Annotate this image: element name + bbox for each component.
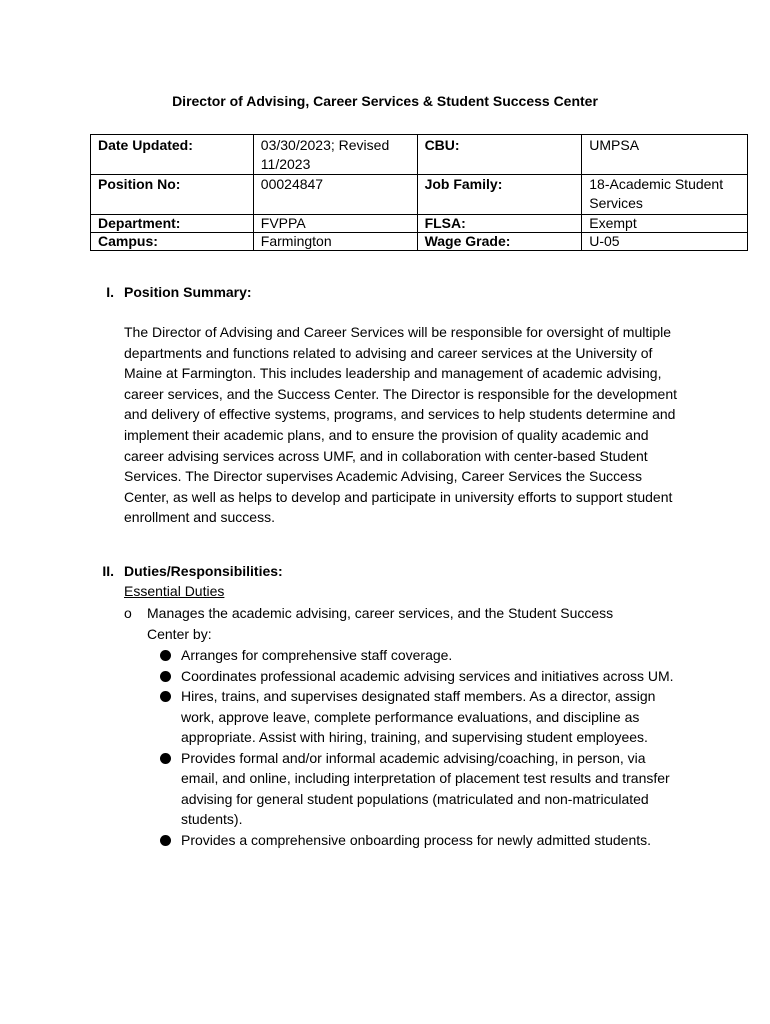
position-no-label: Position No: — [91, 175, 254, 215]
bullet-text: Provides formal and/or informal academic advising/coaching, in person, via email, and online, including interpretation of placement test results and transfer advising for general student populations (matriculated and non-matriculated students). — [181, 749, 670, 827]
table-row — [91, 175, 748, 215]
section-1-heading: Position Summary: — [124, 284, 252, 300]
bullet-icon — [160, 671, 171, 682]
date-updated-label: Date Updated: — [91, 135, 254, 175]
campus-label: Campus: — [91, 233, 254, 251]
document-title: Director of Advising, Career Services & Student Success Center — [172, 93, 598, 109]
list-item — [160, 645, 680, 666]
job-family-value: 18-Academic Student Services — [582, 175, 748, 215]
table-row — [91, 233, 748, 251]
position-no-value: 00024847 — [253, 175, 417, 215]
bullet-text: Provides a comprehensive onboarding process for newly admitted students. — [181, 831, 652, 848]
campus-value: Farmington — [253, 233, 417, 251]
position-info-table — [90, 134, 748, 251]
list-marker: o — [124, 605, 132, 621]
wage-grade-value: U-05 — [582, 233, 748, 251]
essential-duties-subheading: Essential Duties — [124, 583, 225, 599]
department-value: FVPPA — [253, 215, 417, 233]
wage-grade-label: Wage Grade: — [417, 233, 582, 251]
duty-item-text: Manages the academic advising, career services, and the Student Success Center by: — [147, 605, 614, 642]
list-item — [160, 666, 680, 687]
list-item — [160, 748, 680, 830]
table-row — [91, 215, 748, 233]
position-summary-text: The Director of Advising and Career Services will be responsible for oversight of multiple departments and functions related to advising and career services at the University of Maine at Farmington. This includes leadership and management of academic advising, career services, and the Success Center. The Director is responsible for the development and delivery of effective systems, programs, and services to help students determine and implement their academic plans, and to ensure the provision of quality academic and career advising services across UMF, and in collaboration with center-based Student Services. The Director supervises Academic Advising, Career Services the Success Center, as well as helps to develop and participate in university efforts to support student enrollment and success. — [124, 324, 678, 526]
bullet-text: Arranges for comprehensive staff coverage. — [181, 647, 453, 663]
cbu-value: UMPSA — [582, 135, 748, 175]
date-updated-value: 03/30/2023; Revised 11/2023 — [253, 135, 417, 175]
department-label: Department: — [91, 215, 254, 233]
flsa-label: FLSA: — [417, 215, 582, 233]
bullet-text: Coordinates professional academic advising services and initiatives across UM. — [181, 667, 674, 684]
duty-bullet-list — [160, 645, 680, 850]
list-item — [160, 686, 680, 748]
list-item — [160, 830, 680, 851]
flsa-value: Exempt — [582, 215, 748, 233]
job-family-label: Job Family: — [417, 175, 582, 215]
section-1-number: I. — [106, 284, 114, 300]
section-2-heading: Duties/Responsibilities: — [124, 563, 283, 579]
bullet-icon — [160, 835, 171, 846]
bullet-icon — [160, 691, 171, 702]
bullet-text: Hires, trains, and supervises designated staff members. As a director, assign work, approve leave, complete performance evaluations, and discipline as appropriate. Assist with hiring, training, and supervising student employees. — [181, 688, 656, 745]
section-2-number: II. — [102, 563, 114, 579]
cbu-label: CBU: — [417, 135, 582, 175]
table-row — [91, 135, 748, 175]
bullet-icon — [160, 650, 171, 661]
bullet-icon — [160, 753, 171, 764]
